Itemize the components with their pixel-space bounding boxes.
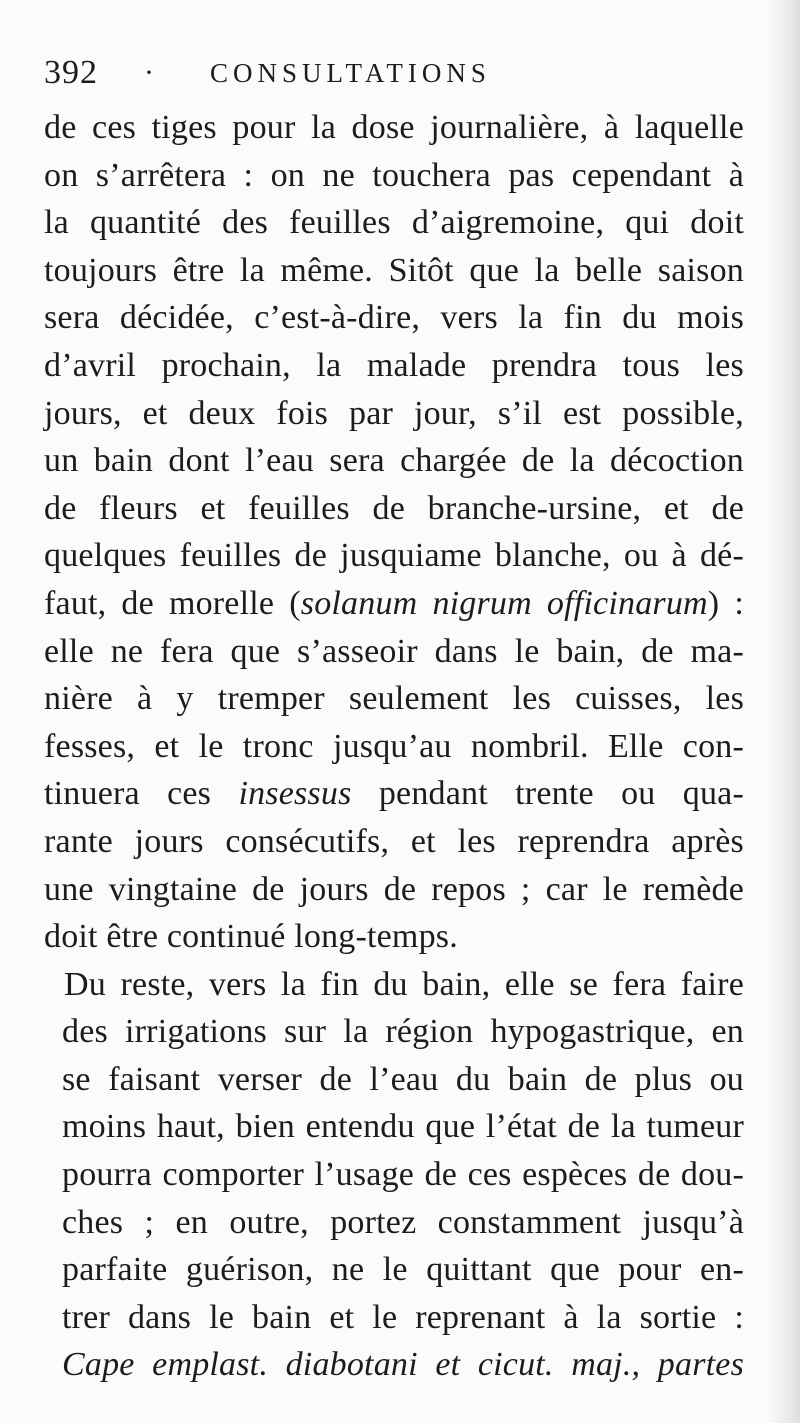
text-line: elle ne fera que s’asseoir dans le bain, de ma- <box>44 632 744 670</box>
text-line: parfaite guérison, ne le quittant que pour en- <box>62 1251 744 1289</box>
text-line: nière à y tremper seulement les cuisses, les <box>44 680 744 718</box>
text-line: d’avril prochain, la malade prendra tous les <box>44 346 744 384</box>
page-gutter-shadow <box>766 0 800 1423</box>
text-line: sera décidée, c’est-à-dire, vers la fin du mois <box>44 299 744 337</box>
text-line: moins haut, bien entendu que l’état de la tumeur <box>62 1108 744 1146</box>
text-line-paragraph-end: doit être continué long-temps. <box>44 918 458 956</box>
latin-term: solanum nigrum officinarum <box>300 584 708 622</box>
text-line-with-italic <box>44 1341 744 1389</box>
text-line: on s’arrêtera : on ne touchera pas cependant à <box>44 156 744 194</box>
text-line: une vingtaine de jours de repos ; car le remède <box>44 870 744 908</box>
body-text <box>44 104 744 1389</box>
text-line: de ces tiges pour la dose journalière, à laquelle <box>44 109 744 146</box>
text-line: trer dans le bain et le reprenant à la sortie : <box>62 1298 744 1336</box>
latin-term: insessus <box>238 775 352 813</box>
page-header <box>44 50 744 96</box>
text-line: un bain dont l’eau sera chargée de la décoction <box>44 442 744 480</box>
latin-prescription: Cape emplast. diabotani et cicut. maj., partes <box>62 1346 744 1384</box>
text-line-paragraph-start: Du reste, vers la fin du bain, elle se fera faire <box>64 965 744 1003</box>
text-line: de fleurs et feuilles de branche-ursine, et de <box>44 489 744 527</box>
text-run: tinuera ces <box>44 775 239 813</box>
text-line: rante jours consécutifs, et les reprendra après <box>44 822 744 860</box>
text-line: jours, et deux fois par jour, s’il est possible, <box>44 394 744 432</box>
text-line: ches ; en outre, portez constamment jusqu’à <box>62 1203 744 1241</box>
text-line: des irrigations sur la région hypogastrique, en <box>62 1013 744 1051</box>
text-line: pourra comporter l’usage de ces espèces de dou- <box>62 1156 744 1194</box>
text-run: faut, de morelle ( <box>44 584 301 622</box>
text-line-with-italic <box>44 770 744 818</box>
text-line: fesses, et le tronc jusqu’au nombril. Elle con- <box>44 727 744 765</box>
text-run: ) : <box>707 584 745 622</box>
text-line: la quantité des feuilles d’aigremoine, qui doit <box>44 204 744 242</box>
text-line: toujours être la même. Sitôt que la belle saison <box>44 251 744 289</box>
text-line: se faisant verser de l’eau du bain de plus ou <box>62 1060 744 1098</box>
text-run: pendant trente ou qua- <box>351 775 744 813</box>
running-head: CONSULTATIONS <box>210 58 491 88</box>
text-line: quelques feuilles de jusquiame blanche, ou à dé- <box>44 537 744 575</box>
header-separator: · <box>144 56 154 89</box>
text-line-with-italic <box>44 580 744 628</box>
page-number: 392 <box>44 54 98 91</box>
